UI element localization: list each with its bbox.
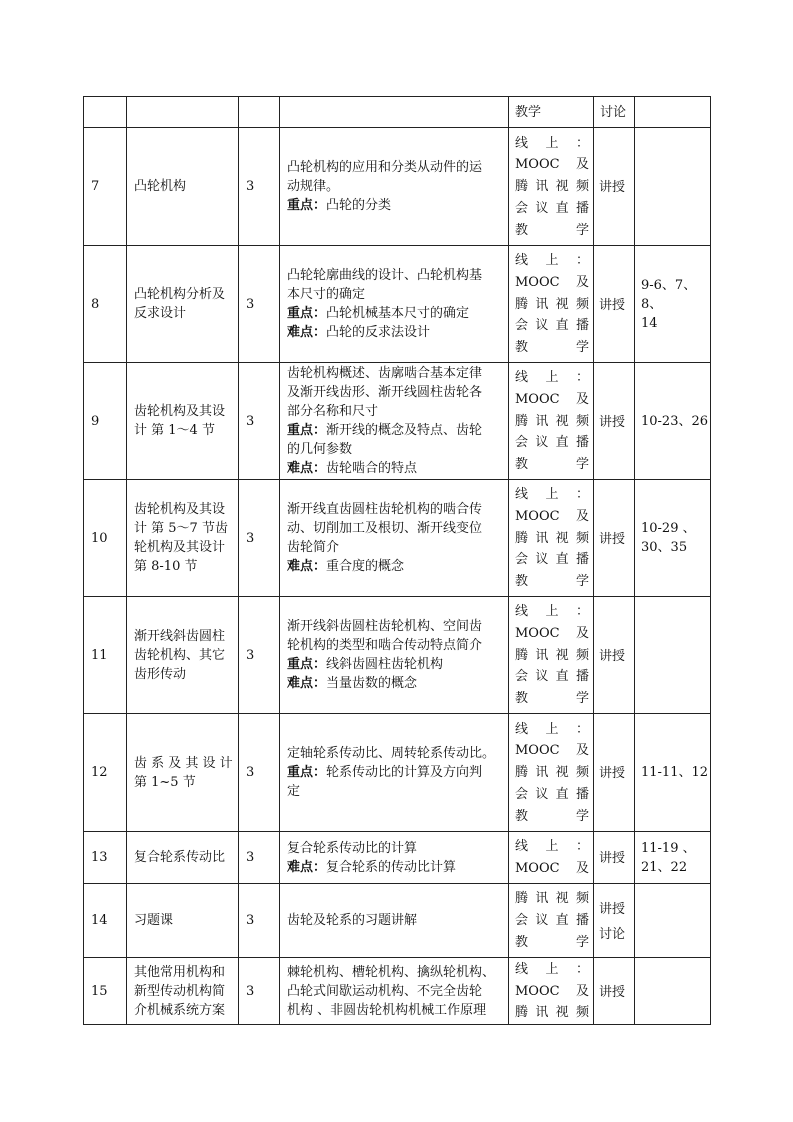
topic-line: 复合轮系传动比 <box>134 850 226 865</box>
content-line <box>287 158 504 177</box>
topic-line: 新型传动机构简 <box>134 983 226 999</box>
mode-line: 腾 讯 视 频 <box>515 413 589 429</box>
teaching-form <box>594 246 635 363</box>
key-point-label: 难点： <box>287 559 327 574</box>
mode-line: 线 上 ： <box>515 253 589 269</box>
content-line <box>287 858 504 877</box>
mode-line: 会 议 直 播 <box>515 552 589 568</box>
topic-line: 习题课 <box>134 913 174 928</box>
teaching-form <box>594 128 635 246</box>
mode-line: 腾 讯 视 频 <box>515 765 589 781</box>
hours: 3 <box>239 128 280 246</box>
content-line <box>287 421 504 440</box>
content-text: 渐开线直齿圆柱齿轮机构的啮合传 <box>287 502 483 517</box>
homework-cell <box>635 714 711 832</box>
homework-cell <box>635 480 711 597</box>
form-line: 讲授 <box>599 297 626 313</box>
content-line <box>287 557 504 576</box>
topic-line: 介机械系统方案 <box>134 1002 226 1018</box>
content-line <box>287 1001 504 1020</box>
key-point-label: 难点： <box>287 859 327 875</box>
form-line: 讲授 <box>599 766 626 781</box>
week-number: 15 <box>84 958 127 1025</box>
table-row <box>84 597 711 714</box>
mode-line: 腾 讯 视 频 <box>515 891 589 907</box>
content-cell <box>280 246 509 363</box>
homework-line: 10-29 、 <box>641 521 696 536</box>
content-line <box>287 636 504 655</box>
teaching-form <box>594 958 635 1025</box>
content-line <box>287 266 504 285</box>
homework-line: 11-19 、 <box>641 840 696 856</box>
week-number: 8 <box>84 246 127 363</box>
content-line <box>287 839 504 858</box>
topic-name <box>127 597 239 714</box>
content-line <box>287 617 504 636</box>
content-cell <box>280 832 509 884</box>
content-line <box>287 655 504 674</box>
mode-line: 线 上 ： <box>515 604 589 620</box>
topic-line: 齿轮机构及其设 <box>134 502 226 517</box>
content-text: 当量齿数的概念 <box>326 676 418 691</box>
content-cell <box>280 714 509 832</box>
mode-line: 会 议 直 播 <box>515 669 589 685</box>
topic-name <box>127 884 239 958</box>
content-text: 本尺寸的确定 <box>287 287 366 302</box>
table-row <box>84 363 711 480</box>
homework-cell <box>635 597 711 714</box>
table-row <box>84 958 711 1025</box>
content-line <box>287 383 504 402</box>
mode-line: 腾 讯 视 频 <box>515 647 589 663</box>
key-point-label: 重点： <box>287 657 327 672</box>
cell-homework <box>635 97 711 128</box>
topic-line: 计 第 1～4 节 <box>134 423 215 438</box>
mode-line: 腾 讯 视 频 <box>515 530 589 546</box>
content-text: 重合度的概念 <box>326 559 405 574</box>
homework-cell <box>635 958 711 1025</box>
teaching-mode <box>509 363 594 480</box>
content-text: 齿轮及轮系的习题讲解 <box>287 913 418 928</box>
content-text: 凸轮的反求法设计 <box>326 325 431 340</box>
key-point-label: 难点： <box>287 676 327 691</box>
topic-line: 第 1~5 节 <box>134 774 196 790</box>
table-row <box>84 832 711 884</box>
hours: 3 <box>239 884 280 958</box>
mode-line: MOOC 及 <box>515 508 589 524</box>
mode-line: 线 上 ： <box>515 839 589 855</box>
key-point-label: 重点： <box>287 306 327 321</box>
hours: 3 <box>239 832 280 884</box>
key-point-label: 重点： <box>287 423 327 438</box>
content-text: 动、切削加工及根切、渐开线变位 <box>287 521 483 536</box>
teaching-mode <box>509 597 594 714</box>
content-line <box>287 500 504 519</box>
form-line: 讲授 <box>599 648 626 664</box>
homework-line: 9-6、7、8、 <box>641 277 697 312</box>
cell-form <box>594 97 635 128</box>
teaching-mode <box>509 128 594 246</box>
content-line <box>287 963 504 982</box>
mode-line: 会 议 直 播 <box>515 435 589 451</box>
content-text: 复合轮系的传动比计算 <box>326 859 457 875</box>
header-continuation-row <box>84 97 711 128</box>
form-line: 讲授 <box>599 851 626 866</box>
topic-name <box>127 246 239 363</box>
homework-line: 30、35 <box>641 540 688 555</box>
mode-line: 线 上 ： <box>515 721 589 737</box>
course-schedule-table <box>83 96 711 1025</box>
mode-line: 教学 <box>515 457 589 473</box>
mode-line: 线 上 ： <box>515 962 589 977</box>
content-line <box>287 364 504 383</box>
key-point-label: 难点： <box>287 325 327 340</box>
homework-line: 21、22 <box>641 859 688 875</box>
week-number: 12 <box>84 714 127 832</box>
content-text: 渐开线斜齿圆柱齿轮机构、空间齿 <box>287 619 483 634</box>
content-text: 及渐开线齿形、渐开线圆柱齿轮各 <box>287 385 483 400</box>
mode-line: 会 议 直 播 <box>515 318 589 334</box>
hours: 3 <box>239 958 280 1025</box>
hours: 3 <box>239 246 280 363</box>
content-line <box>287 519 504 538</box>
content-text: 轮系传动比的计算及方向判 <box>326 765 483 780</box>
content-text: 凸轮机械基本尺寸的确定 <box>326 306 470 321</box>
homework-line: 11-11、12 <box>641 765 709 780</box>
mode-line: 教学 <box>515 222 589 238</box>
topic-name <box>127 714 239 832</box>
mode-line: 腾 讯 视 频 <box>515 179 589 195</box>
teaching-form <box>594 884 635 958</box>
topic-line: 齿 系 及 其 设 计 <box>134 755 233 771</box>
content-line <box>287 459 504 478</box>
teaching-form <box>594 363 635 480</box>
topic-line: 齿轮机构及其设 <box>134 404 226 419</box>
cell-num <box>84 97 127 128</box>
week-number: 13 <box>84 832 127 884</box>
homework-cell <box>635 128 711 246</box>
form-line: 讲授 <box>599 414 626 430</box>
mode-line: 教学 <box>515 574 589 590</box>
homework-cell <box>635 832 711 884</box>
mode-line: MOOC 及 <box>515 861 589 876</box>
form-line: 讨论 <box>599 926 626 942</box>
mode-line: 教学 <box>515 808 589 824</box>
mode-line: MOOC 及 <box>515 274 589 290</box>
teaching-form <box>594 480 635 597</box>
content-text: 定轴轮系传动比、周转轮系传动比。 <box>287 746 496 761</box>
homework-line: 10-23、26 <box>641 413 709 429</box>
teaching-form <box>594 714 635 832</box>
key-point-label: 难点： <box>287 461 327 476</box>
teaching-mode <box>509 832 594 884</box>
table-row <box>84 480 711 597</box>
mode-line: 会 议 直 播 <box>515 786 589 802</box>
week-number: 14 <box>84 884 127 958</box>
form-line: 讲授 <box>599 180 626 195</box>
cell-mode <box>509 97 594 128</box>
topic-name <box>127 480 239 597</box>
topic-line: 计 第 5～7 节齿 <box>134 521 228 536</box>
mode-line: MOOC 及 <box>515 625 589 641</box>
topic-name <box>127 128 239 246</box>
content-line <box>287 763 504 782</box>
hours: 3 <box>239 714 280 832</box>
mode-line: 教学 <box>515 340 589 356</box>
teaching-form <box>594 832 635 884</box>
topic-line: 轮机构及其设计 <box>134 540 226 555</box>
content-text: 凸轮机构的应用和分类从动件的运 <box>287 160 483 175</box>
content-text: 动规律。 <box>287 179 340 194</box>
mode-line: MOOC 及 <box>515 157 589 173</box>
table-row <box>84 714 711 832</box>
cell-name <box>127 97 239 128</box>
table-row <box>84 128 711 246</box>
teaching-form <box>594 597 635 714</box>
content-line <box>287 402 504 421</box>
hours: 3 <box>239 480 280 597</box>
hours: 3 <box>239 363 280 480</box>
content-cell <box>280 363 509 480</box>
content-text: 轮机构的类型和啮合传动特点简介 <box>287 638 483 653</box>
teaching-mode <box>509 884 594 958</box>
week-number: 11 <box>84 597 127 714</box>
form-line: 讲授 <box>599 901 626 917</box>
homework-cell <box>635 884 711 958</box>
topic-line: 第 8-10 节 <box>134 559 198 574</box>
mode-line: MOOC 及 <box>515 391 589 407</box>
content-line <box>287 440 504 459</box>
mode-line: 会 议 直 播 <box>515 913 589 929</box>
content-text: 部分名称和尺寸 <box>287 404 379 419</box>
content-line <box>287 674 504 693</box>
homework-line: 14 <box>641 315 658 331</box>
content-line <box>287 538 504 557</box>
content-line <box>287 911 504 930</box>
content-text: 齿轮机构概述、齿廓啮合基本定律 <box>287 366 483 381</box>
content-line <box>287 744 504 763</box>
table-row <box>84 246 711 363</box>
mode-line: 线 上 ： <box>515 487 589 503</box>
topic-line: 凸轮机构 <box>134 179 187 194</box>
topic-name <box>127 958 239 1025</box>
content-text: 的几何参数 <box>287 442 353 457</box>
mode-line: 线 上 ： <box>515 135 589 151</box>
content-cell <box>280 128 509 246</box>
key-point-label: 重点： <box>287 198 327 213</box>
table-body <box>84 97 711 1025</box>
mode-line: 腾 讯 视 频 <box>515 1005 589 1021</box>
content-text: 机构 、非圆齿轮机构机械工作原理 <box>287 1002 487 1018</box>
content-text: 渐开线的概念及特点、齿轮 <box>326 423 483 438</box>
content-cell <box>280 480 509 597</box>
content-text: 凸轮的分类 <box>326 198 392 213</box>
content-cell <box>280 597 509 714</box>
teaching-mode <box>509 246 594 363</box>
content-text: 定 <box>287 784 301 799</box>
mode-header-text: 教学 <box>515 104 542 120</box>
table-row <box>84 884 711 958</box>
topic-name <box>127 832 239 884</box>
content-line <box>287 196 504 215</box>
cell-hours <box>239 97 280 128</box>
mode-line: 教学 <box>515 934 589 950</box>
content-line <box>287 982 504 1001</box>
content-text: 凸轮式间歇运动机构、不完全齿轮 <box>287 983 483 999</box>
hours: 3 <box>239 597 280 714</box>
cell-content <box>280 97 509 128</box>
content-line <box>287 782 504 801</box>
form-line: 讲授 <box>599 531 626 547</box>
topic-line: 其他常用机构和 <box>134 964 226 980</box>
mode-line: MOOC 及 <box>515 743 589 759</box>
content-line <box>287 323 504 342</box>
topic-line: 反求设计 <box>134 306 187 321</box>
key-point-label: 重点： <box>287 765 327 780</box>
week-number: 9 <box>84 363 127 480</box>
mode-line: 线 上 ： <box>515 370 589 386</box>
content-line <box>287 177 504 196</box>
content-text: 复合轮系传动比的计算 <box>287 840 418 856</box>
topic-line: 齿形传动 <box>134 666 187 682</box>
topic-name <box>127 363 239 480</box>
content-text: 齿轮简介 <box>287 540 340 555</box>
content-line <box>287 304 504 323</box>
week-number: 7 <box>84 128 127 246</box>
mode-line: 教学 <box>515 691 589 707</box>
content-text: 线斜齿圆柱齿轮机构 <box>326 657 444 672</box>
content-text: 齿轮啮合的特点 <box>326 461 418 476</box>
content-line <box>287 285 504 304</box>
mode-line: 腾 讯 视 频 <box>515 296 589 312</box>
teaching-mode <box>509 714 594 832</box>
mode-line: 会 议 直 播 <box>515 200 589 216</box>
content-text: 棘轮机构、槽轮机构、擒纵轮机构、 <box>287 964 496 980</box>
content-cell <box>280 958 509 1025</box>
homework-cell <box>635 246 711 363</box>
week-number: 10 <box>84 480 127 597</box>
content-text: 凸轮轮廓曲线的设计、凸轮机构基 <box>287 268 483 283</box>
form-header-text: 讨论 <box>600 104 627 120</box>
topic-line: 凸轮机构分析及 <box>134 287 226 302</box>
teaching-mode <box>509 480 594 597</box>
form-line: 讲授 <box>599 984 626 1000</box>
homework-cell <box>635 363 711 480</box>
topic-line: 渐开线斜齿圆柱 <box>134 628 226 644</box>
topic-line: 齿轮机构、其它 <box>134 647 226 663</box>
teaching-mode <box>509 958 594 1025</box>
mode-line: MOOC 及 <box>515 983 589 999</box>
content-cell <box>280 884 509 958</box>
